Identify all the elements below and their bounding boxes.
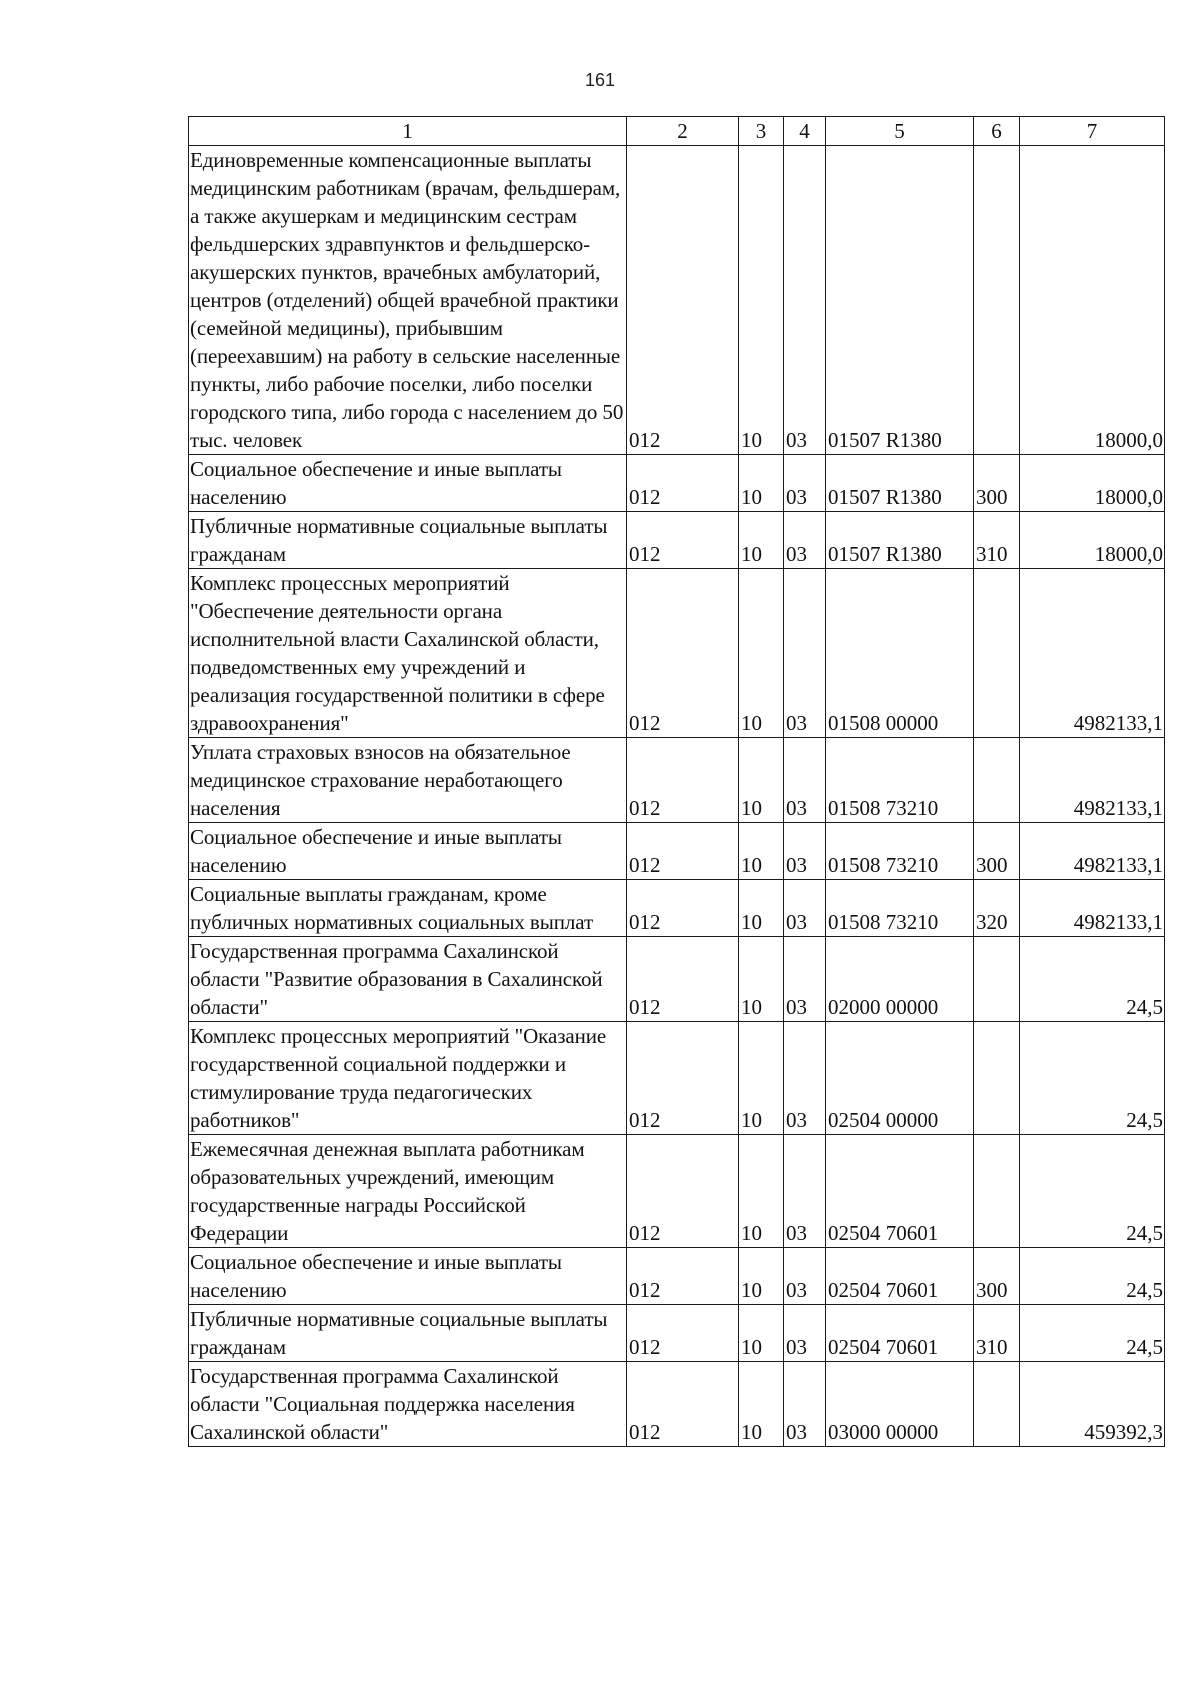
row-subsection: 03 xyxy=(784,937,826,1022)
header-col-7: 7 xyxy=(1020,117,1165,146)
row-subsection: 03 xyxy=(784,1305,826,1362)
row-section: 10 xyxy=(739,1305,784,1362)
header-col-3: 3 xyxy=(739,117,784,146)
row-kind: 300 xyxy=(974,823,1020,880)
row-name: Социальные выплаты гражданам, кроме публичных нормативных социальных выплат xyxy=(189,880,627,937)
row-target: 02504 70601 xyxy=(826,1248,974,1305)
row-target: 02000 00000 xyxy=(826,937,974,1022)
table-row xyxy=(189,569,1165,738)
row-section: 10 xyxy=(739,146,784,455)
row-section: 10 xyxy=(739,937,784,1022)
row-ministry: 012 xyxy=(627,1248,739,1305)
row-amount: 459392,3 xyxy=(1020,1362,1165,1447)
row-ministry: 012 xyxy=(627,146,739,455)
row-subsection: 03 xyxy=(784,823,826,880)
table-row xyxy=(189,455,1165,512)
row-section: 10 xyxy=(739,1135,784,1248)
table-row xyxy=(189,1135,1165,1248)
row-ministry: 012 xyxy=(627,569,739,738)
row-ministry: 012 xyxy=(627,455,739,512)
header-col-5: 5 xyxy=(826,117,974,146)
table-row xyxy=(189,1362,1165,1447)
row-amount: 18000,0 xyxy=(1020,146,1165,455)
row-section: 10 xyxy=(739,1362,784,1447)
row-kind: 300 xyxy=(974,455,1020,512)
row-kind: 300 xyxy=(974,1248,1020,1305)
row-kind xyxy=(974,738,1020,823)
table-row xyxy=(189,1248,1165,1305)
row-target: 01508 73210 xyxy=(826,880,974,937)
row-amount: 4982133,1 xyxy=(1020,880,1165,937)
table-row xyxy=(189,512,1165,569)
row-amount: 18000,0 xyxy=(1020,455,1165,512)
row-kind: 320 xyxy=(974,880,1020,937)
row-section: 10 xyxy=(739,738,784,823)
row-amount: 24,5 xyxy=(1020,1135,1165,1248)
header-col-4: 4 xyxy=(784,117,826,146)
table-row xyxy=(189,146,1165,455)
header-col-1: 1 xyxy=(189,117,627,146)
table-row xyxy=(189,880,1165,937)
row-name: Ежемесячная денежная выплата работникам образовательных учреждений, имеющим государственные награды Российской Федерации xyxy=(189,1135,627,1248)
row-section: 10 xyxy=(739,1248,784,1305)
row-subsection: 03 xyxy=(784,455,826,512)
row-name: Государственная программа Сахалинской области "Социальная поддержка населения Сахалинской области" xyxy=(189,1362,627,1447)
row-amount: 18000,0 xyxy=(1020,512,1165,569)
header-col-6: 6 xyxy=(974,117,1020,146)
row-ministry: 012 xyxy=(627,880,739,937)
row-subsection: 03 xyxy=(784,1135,826,1248)
row-name: Публичные нормативные социальные выплаты гражданам xyxy=(189,512,627,569)
row-subsection: 03 xyxy=(784,512,826,569)
row-kind xyxy=(974,569,1020,738)
row-subsection: 03 xyxy=(784,569,826,738)
row-ministry: 012 xyxy=(627,738,739,823)
row-section: 10 xyxy=(739,569,784,738)
header-row xyxy=(189,117,1165,146)
row-name: Единовременные компенсационные выплаты медицинским работникам (врачам, фельдшерам, а также акушеркам и медицинским сестрам фельдшерских здравпунктов и фельдшерско-акушерских пунктов, врачебных амбулаторий, центров (отделений) общей врачебной практики (семейной медицины), прибывшим (переехавшим) на работу в сельские населенные пункты, либо рабочие поселки, либо поселки городского типа, либо города с населением до 50 тыс. человек xyxy=(189,146,627,455)
row-subsection: 03 xyxy=(784,738,826,823)
row-ministry: 012 xyxy=(627,1022,739,1135)
page-number: 161 xyxy=(584,70,616,90)
row-amount: 4982133,1 xyxy=(1020,823,1165,880)
row-section: 10 xyxy=(739,823,784,880)
row-ministry: 012 xyxy=(627,1135,739,1248)
row-amount: 4982133,1 xyxy=(1020,738,1165,823)
header-col-2: 2 xyxy=(627,117,739,146)
row-kind xyxy=(974,937,1020,1022)
row-target: 01508 73210 xyxy=(826,738,974,823)
row-name: Уплата страховых взносов на обязательное медицинское страхование неработающего населения xyxy=(189,738,627,823)
row-target: 01508 73210 xyxy=(826,823,974,880)
budget-table xyxy=(188,116,1165,1447)
row-section: 10 xyxy=(739,455,784,512)
row-subsection: 03 xyxy=(784,880,826,937)
row-target: 02504 70601 xyxy=(826,1305,974,1362)
row-name: Социальное обеспечение и иные выплаты населению xyxy=(189,1248,627,1305)
row-ministry: 012 xyxy=(627,1362,739,1447)
table-row xyxy=(189,1022,1165,1135)
table-row xyxy=(189,937,1165,1022)
row-kind xyxy=(974,1022,1020,1135)
row-subsection: 03 xyxy=(784,1362,826,1447)
row-ministry: 012 xyxy=(627,512,739,569)
row-amount: 24,5 xyxy=(1020,1022,1165,1135)
row-ministry: 012 xyxy=(627,1305,739,1362)
row-name: Государственная программа Сахалинской области "Развитие образования в Сахалинской области" xyxy=(189,937,627,1022)
row-target: 02504 00000 xyxy=(826,1022,974,1135)
row-name: Социальное обеспечение и иные выплаты населению xyxy=(189,455,627,512)
table-row xyxy=(189,1305,1165,1362)
table-row xyxy=(189,823,1165,880)
row-name: Социальное обеспечение и иные выплаты населению xyxy=(189,823,627,880)
row-amount: 24,5 xyxy=(1020,1248,1165,1305)
row-kind: 310 xyxy=(974,1305,1020,1362)
row-amount: 4982133,1 xyxy=(1020,569,1165,738)
row-section: 10 xyxy=(739,1022,784,1135)
row-ministry: 012 xyxy=(627,937,739,1022)
row-target: 01508 00000 xyxy=(826,569,974,738)
table-row xyxy=(189,738,1165,823)
row-name: Комплекс процессных мероприятий "Обеспечение деятельности органа исполнительной власти Сахалинской области, подведомственных ему учреждений и реализация государственной политики в сфере здравоохранения" xyxy=(189,569,627,738)
row-target: 03000 00000 xyxy=(826,1362,974,1447)
row-section: 10 xyxy=(739,512,784,569)
row-target: 02504 70601 xyxy=(826,1135,974,1248)
row-subsection: 03 xyxy=(784,1022,826,1135)
row-target: 01507 R1380 xyxy=(826,512,974,569)
row-kind xyxy=(974,146,1020,455)
row-subsection: 03 xyxy=(784,1248,826,1305)
row-subsection: 03 xyxy=(784,146,826,455)
row-target: 01507 R1380 xyxy=(826,455,974,512)
row-ministry: 012 xyxy=(627,823,739,880)
row-name: Публичные нормативные социальные выплаты гражданам xyxy=(189,1305,627,1362)
row-section: 10 xyxy=(739,880,784,937)
row-kind xyxy=(974,1362,1020,1447)
row-target: 01507 R1380 xyxy=(826,146,974,455)
row-kind xyxy=(974,1135,1020,1248)
row-name: Комплекс процессных мероприятий "Оказание государственной социальной поддержки и стимулирование труда педагогических работников" xyxy=(189,1022,627,1135)
row-kind: 310 xyxy=(974,512,1020,569)
row-amount: 24,5 xyxy=(1020,937,1165,1022)
row-amount: 24,5 xyxy=(1020,1305,1165,1362)
